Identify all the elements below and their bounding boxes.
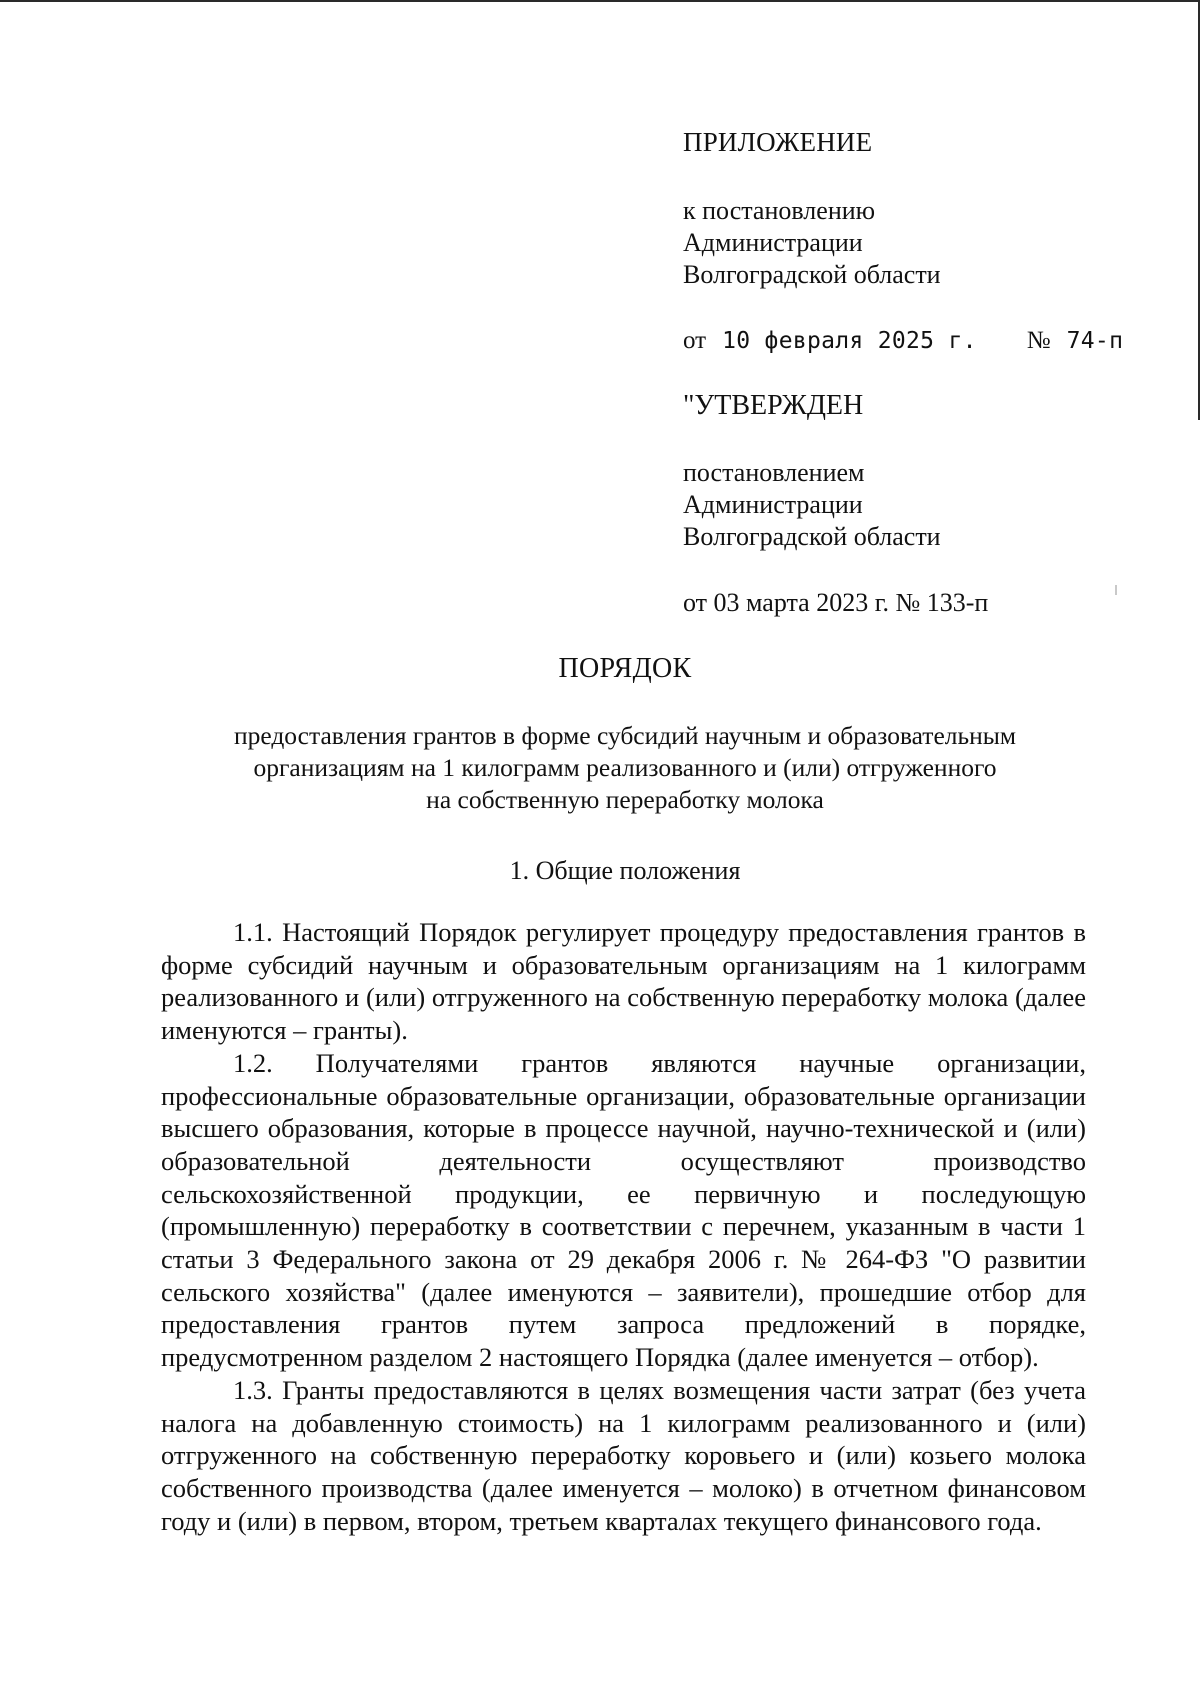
appendix-line-2: Администрации bbox=[683, 228, 863, 257]
decree-number: 74-п bbox=[1066, 328, 1124, 354]
appendix-title: ПРИЛОЖЕНИЕ bbox=[683, 127, 873, 157]
scan-top-border bbox=[0, 0, 1200, 2]
decree-date-prefix: от bbox=[683, 327, 707, 354]
approval-line-1: постановлением bbox=[683, 458, 865, 487]
appendix-line-1: к постановлению bbox=[683, 196, 876, 225]
document-subtitle bbox=[0, 720, 1200, 816]
appendix-decree-line bbox=[683, 325, 1123, 357]
subtitle-line-2: организациям на 1 килограмм реализованного и (или) отгруженного bbox=[253, 753, 997, 782]
approval-title: "УТВЕРЖДЕН bbox=[683, 390, 864, 421]
appendix-reference bbox=[683, 195, 941, 291]
decree-number-prefix: № bbox=[1026, 327, 1051, 354]
body-text bbox=[161, 916, 1086, 1537]
approval-reference bbox=[683, 457, 941, 553]
scan-artifact bbox=[1115, 585, 1117, 595]
subtitle-line-3: на собственную переработку молока bbox=[426, 785, 824, 814]
subtitle-line-1: предоставления грантов в форме субсидий научным и образовательным bbox=[233, 721, 1017, 750]
document-title: ПОРЯДОК bbox=[558, 653, 692, 684]
decree-date: 10 февраля 2025 г. bbox=[722, 328, 977, 354]
approval-line-3: Волгоградской области bbox=[683, 522, 941, 551]
paragraph-1-1: 1.1. Настоящий Порядок регулирует процедуру предоставления грантов в форме субсидий научным и образовательным организациям на 1 килограмм реализованного и (или) отгруженного на собственную переработку молока (далее именуются – гранты). bbox=[161, 917, 1086, 1046]
approval-line-2: Администрации bbox=[683, 490, 863, 519]
paragraph-1-2: 1.2. Получателями грантов являются научные организации, профессиональные образовательные организации, образовательные организации высшего образования, которые в процессе научной, научно-технической и (или) образовательной деятельности осуществляют производство сельскохозяйственной продукции, ее первичную и последующую (промышленную) переработку в соответствии с перечнем, указанным в части 1 статьи 3 Федерального закона от 29 декабря 2006 г. № 264-ФЗ "О развитии сельского хозяйства" (далее именуются – заявители), прошедшие отбор для предоставления грантов путем запроса предложений в порядке, предусмотренном разделом 2 настоящего Порядка (далее именуется – отбор). bbox=[161, 1047, 1086, 1373]
approval-date-line: от 03 марта 2023 г. № 133-п bbox=[683, 588, 989, 617]
paragraph-1-3: 1.3. Гранты предоставляются в целях возмещения части затрат (без учета налога на добавленную стоимость) на 1 килограмм реализованного и (или) отгруженного на собственную переработку коровьего и (или) козьего молока собственного производства (далее именуется – молоко) в отчетном финансовом году и (или) в первом, втором, третьем кварталах текущего финансового года. bbox=[161, 1374, 1086, 1536]
appendix-line-3: Волгоградской области bbox=[683, 260, 941, 289]
section-heading: 1. Общие положения bbox=[509, 856, 741, 885]
